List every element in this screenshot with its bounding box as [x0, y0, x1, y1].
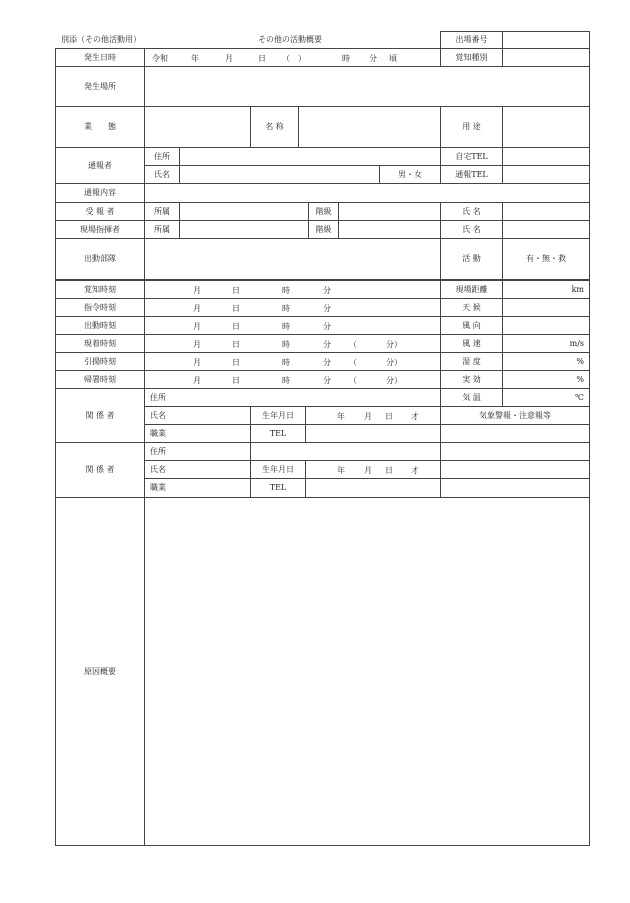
detect-type-field[interactable]	[502, 48, 590, 67]
time-paren-close: 分）	[386, 376, 402, 385]
time-day: 日	[232, 304, 240, 313]
time-minute: 分	[323, 340, 331, 349]
weather-field[interactable]: ℃	[502, 388, 590, 407]
hour-text: 時	[342, 54, 350, 63]
related-tel-label: TEL	[250, 478, 306, 498]
occurrence-place-label: 発生場所	[55, 66, 145, 107]
detect-type-label: 覚知種別	[440, 48, 503, 67]
time-field[interactable]	[144, 298, 441, 317]
reporter-name-field[interactable]	[179, 165, 380, 184]
time-label: 出動時刻	[55, 316, 145, 335]
related-age: 才	[411, 466, 419, 475]
weather-field[interactable]	[502, 316, 590, 335]
commander-affiliation-label: 所属	[144, 220, 180, 239]
related-occupation-label: 職業	[144, 424, 251, 443]
weather-field[interactable]	[502, 298, 590, 317]
time-field[interactable]	[144, 280, 441, 299]
attachment-note: 別添（その他活動用）	[61, 35, 141, 44]
home-tel-label: 自宅TEL	[440, 147, 503, 166]
weather-warning-label: 気象警報・注意報等	[440, 406, 590, 425]
receiver-affiliation-field[interactable]	[179, 202, 309, 221]
related-birth-month: 月	[364, 412, 372, 421]
commander-name-label: 氏 名	[440, 220, 503, 239]
time-day: 日	[232, 340, 240, 349]
report-tel-field[interactable]	[502, 165, 590, 184]
business-name-field[interactable]	[298, 106, 441, 148]
time-month: 月	[193, 304, 201, 313]
occurrence-datetime-label: 発生日時	[55, 48, 145, 67]
receiver-label: 受 報 者	[55, 202, 145, 221]
time-month: 月	[193, 340, 201, 349]
weather-label: 気 温	[440, 388, 503, 407]
day-text: 日	[258, 54, 266, 63]
related-address-label: 住所	[144, 388, 441, 407]
business-type-label: 業 態	[55, 106, 145, 148]
related-birth-day: 日	[385, 466, 393, 475]
related-occupation-label: 職業	[144, 478, 251, 498]
commander-label: 現場指揮者	[55, 220, 145, 239]
cause-summary-label: 原因概要	[55, 497, 145, 846]
weather-label: 風 速	[440, 334, 503, 353]
time-paren-close: 分）	[386, 358, 402, 367]
month-text: 月	[225, 54, 233, 63]
receiver-name-label: 氏 名	[440, 202, 503, 221]
time-paren-open: （	[349, 340, 357, 349]
time-hour: 時	[282, 286, 290, 295]
time-day: 日	[232, 286, 240, 295]
business-type-field[interactable]	[144, 106, 251, 148]
weather-label: 風 向	[440, 316, 503, 335]
weather-label: 実 効	[440, 370, 503, 389]
gender-field[interactable]: 男・女	[379, 165, 441, 184]
time-day: 日	[232, 322, 240, 331]
related-address-label: 住所	[144, 442, 251, 461]
weather-warning-field[interactable]	[440, 442, 590, 461]
business-use-field[interactable]	[502, 106, 590, 148]
dispatch-number-field[interactable]	[502, 31, 590, 49]
weather-field[interactable]: %	[502, 370, 590, 389]
time-month: 月	[193, 358, 201, 367]
time-hour: 時	[282, 322, 290, 331]
weather-field[interactable]: m/s	[502, 334, 590, 353]
report-content-label: 通報内容	[55, 183, 145, 203]
time-hour: 時	[282, 304, 290, 313]
related-birth-day: 日	[385, 412, 393, 421]
related-birth-field[interactable]	[305, 460, 441, 479]
approx-text: 頃	[389, 54, 397, 63]
related-birth-label: 生年月日	[250, 406, 306, 425]
time-month: 月	[193, 322, 201, 331]
weather-label: 現場距離	[440, 280, 503, 299]
related-birth-year: 年	[337, 412, 345, 421]
receiver-rank-field[interactable]	[338, 202, 441, 221]
activity-label: 活 動	[440, 238, 503, 280]
activity-value[interactable]: 有・無・救	[502, 238, 590, 280]
related-name-label: 氏名	[144, 406, 251, 425]
units-label: 出動部隊	[55, 238, 145, 280]
time-hour: 時	[282, 358, 290, 367]
time-day: 日	[232, 358, 240, 367]
related-name-label: 氏名	[144, 460, 251, 479]
related-tel-field[interactable]	[305, 424, 441, 443]
report-tel-label: 通報TEL	[440, 165, 503, 184]
time-minute: 分	[323, 376, 331, 385]
report-content-field[interactable]	[144, 183, 590, 203]
time-label: 帰署時刻	[55, 370, 145, 389]
time-paren-open: （	[349, 376, 357, 385]
related-tel-label: TEL	[250, 424, 306, 443]
related-birth-label: 生年月日	[250, 460, 306, 479]
weather-field[interactable]: km	[502, 280, 590, 299]
reporter-name-label: 氏名	[144, 165, 180, 184]
reporter-address-label: 住所	[144, 147, 180, 166]
weekday-text: （ ）	[282, 54, 306, 63]
receiver-rank-label: 階級	[308, 202, 339, 221]
related-birth-month: 月	[364, 466, 372, 475]
occurrence-place-field[interactable]	[144, 66, 590, 107]
time-minute: 分	[323, 286, 331, 295]
time-paren-close: 分）	[386, 340, 402, 349]
weather-warning-field[interactable]	[440, 460, 590, 479]
receiver-name-field[interactable]	[502, 202, 590, 221]
units-field[interactable]	[144, 238, 441, 280]
time-hour: 時	[282, 376, 290, 385]
page-title: その他の活動概要	[258, 35, 322, 44]
time-field[interactable]	[144, 316, 441, 335]
time-day: 日	[232, 376, 240, 385]
time-minute: 分	[323, 358, 331, 367]
commander-rank-field[interactable]	[338, 220, 441, 239]
time-label: 引揚時刻	[55, 352, 145, 371]
minute-text: 分	[369, 54, 377, 63]
time-hour: 時	[282, 340, 290, 349]
era-text: 令和	[152, 54, 168, 63]
time-month: 月	[193, 376, 201, 385]
cause-summary-field[interactable]	[144, 497, 590, 846]
time-label: 指令時刻	[55, 298, 145, 317]
related-age: 才	[411, 412, 419, 421]
related-birth-year: 年	[337, 466, 345, 475]
reporter-address-field[interactable]	[179, 147, 441, 166]
time-minute: 分	[323, 322, 331, 331]
receiver-affiliation-label: 所属	[144, 202, 180, 221]
commander-name-field[interactable]	[502, 220, 590, 239]
dispatch-number-label: 出場番号	[440, 31, 503, 49]
weather-label: 湿 度	[440, 352, 503, 371]
time-month: 月	[193, 286, 201, 295]
year-text: 年	[191, 54, 199, 63]
time-minute: 分	[323, 304, 331, 313]
related-address-field[interactable]	[250, 442, 441, 461]
weather-warning-field[interactable]	[440, 424, 590, 443]
commander-affiliation-field[interactable]	[179, 220, 309, 239]
related-person-label: 関 係 者	[55, 388, 145, 443]
reporter-label: 通報者	[55, 147, 145, 184]
business-name-label: 名 称	[250, 106, 299, 148]
home-tel-field[interactable]	[502, 147, 590, 166]
related-person-label: 関 係 者	[55, 442, 145, 498]
related-tel-field[interactable]	[305, 478, 441, 498]
weather-field[interactable]: %	[502, 352, 590, 371]
time-label: 現着時刻	[55, 334, 145, 353]
weather-label: 天 候	[440, 298, 503, 317]
time-paren-open: （	[349, 358, 357, 367]
commander-rank-label: 階級	[308, 220, 339, 239]
time-label: 覚知時刻	[55, 280, 145, 299]
business-use-label: 用 途	[440, 106, 503, 148]
weather-warning-field[interactable]	[440, 478, 590, 498]
related-birth-field[interactable]	[305, 406, 441, 425]
